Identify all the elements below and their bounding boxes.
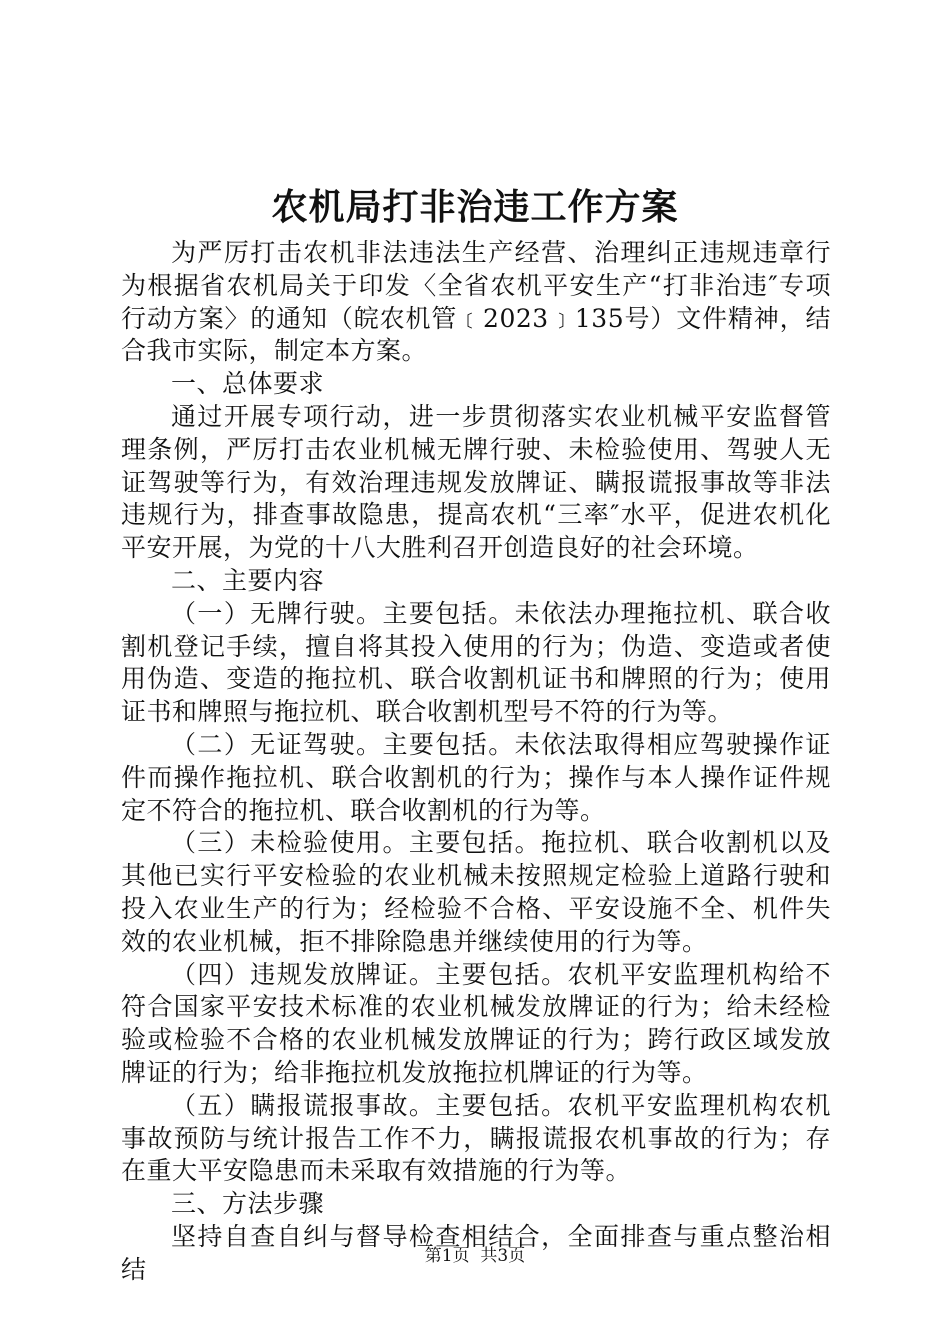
method-steps-paragraph: 坚持自查自纠与督导检查相结合，全面排查与重点整治相结 bbox=[121, 1221, 831, 1284]
general-requirements-paragraph: 通过开展专项行动，进一步贯彻落实农业机械平安监督管理条例，严厉打击农业机械无牌行驶、未检验使用、驾驶人无证驾驶等行为，有效治理违规发放牌证、瞒报谎报事故等非法违规行为，排查事故隐患，提高农机“三率″水平，促进农机化平安开展，为党的十八大胜利召开创造良好的社会环境。 bbox=[121, 401, 831, 563]
page-footer bbox=[0, 1244, 950, 1268]
intro-paragraph: 为严厉打击农机非法违法生产经营、治理纠正违规违章行为根据省农机局关于印发〈全省农机平安生产“打非治违″专项行动方案〉的通知（皖农机管﹝2023﹞135号）文件精神，结合我市实际，制定本方案。 bbox=[121, 238, 831, 366]
section-heading-method-steps: 三、方法步骤 bbox=[171, 1189, 325, 1219]
document-body bbox=[121, 237, 831, 1287]
section-heading-general-requirements: 一、总体要求 bbox=[171, 369, 325, 399]
section-heading-main-content: 二、主要内容 bbox=[171, 565, 325, 595]
content-item-2: （二）无证驾驶。主要包括。未依法取得相应驾驶操作证件而操作拖拉机、联合收割机的行为；操作与本人操作证件规定不符合的拖拉机、联合收割机的行为等。 bbox=[121, 729, 831, 825]
content-item-5: （五）瞒报谎报事故。主要包括。农机平安监理机构农机事故预防与统计报告工作不力，瞒报谎报农机事故的行为；存在重大平安隐患而未采取有效措施的行为等。 bbox=[121, 1090, 831, 1186]
content-item-1: （一）无牌行驶。主要包括。未依法办理拖拉机、联合收割机登记手续，擅自将其投入使用的行为；伪造、变造或者使用伪造、变造的拖拉机、联合收割机证书和牌照的行为；使用证书和牌照与拖拉机、联合收割机型号不符的行为等。 bbox=[121, 598, 831, 727]
page-number-label: 第1页 共3页 bbox=[424, 1246, 526, 1266]
content-item-4: （四）违规发放牌证。主要包括。农机平安监理机构给不符合国家平安技术标准的农业机械发放牌证的行为；给未经检验或检验不合格的农业机械发放牌证的行为；跨行政区域发放牌证的行为；给非拖拉机发放拖拉机牌证的行为等。 bbox=[121, 959, 831, 1087]
document-title: 农机局打非治违工作方案 bbox=[271, 187, 679, 228]
content-item-3: （三）未检验使用。主要包括。拖拉机、联合收割机以及其他已实行平安检验的农业机械未按照规定检验上道路行驶和投入农业生产的行为；经检验不合格、平安设施不全、机件失效的农业机械，拒不排除隐患并继续使用的行为等。 bbox=[121, 828, 831, 956]
